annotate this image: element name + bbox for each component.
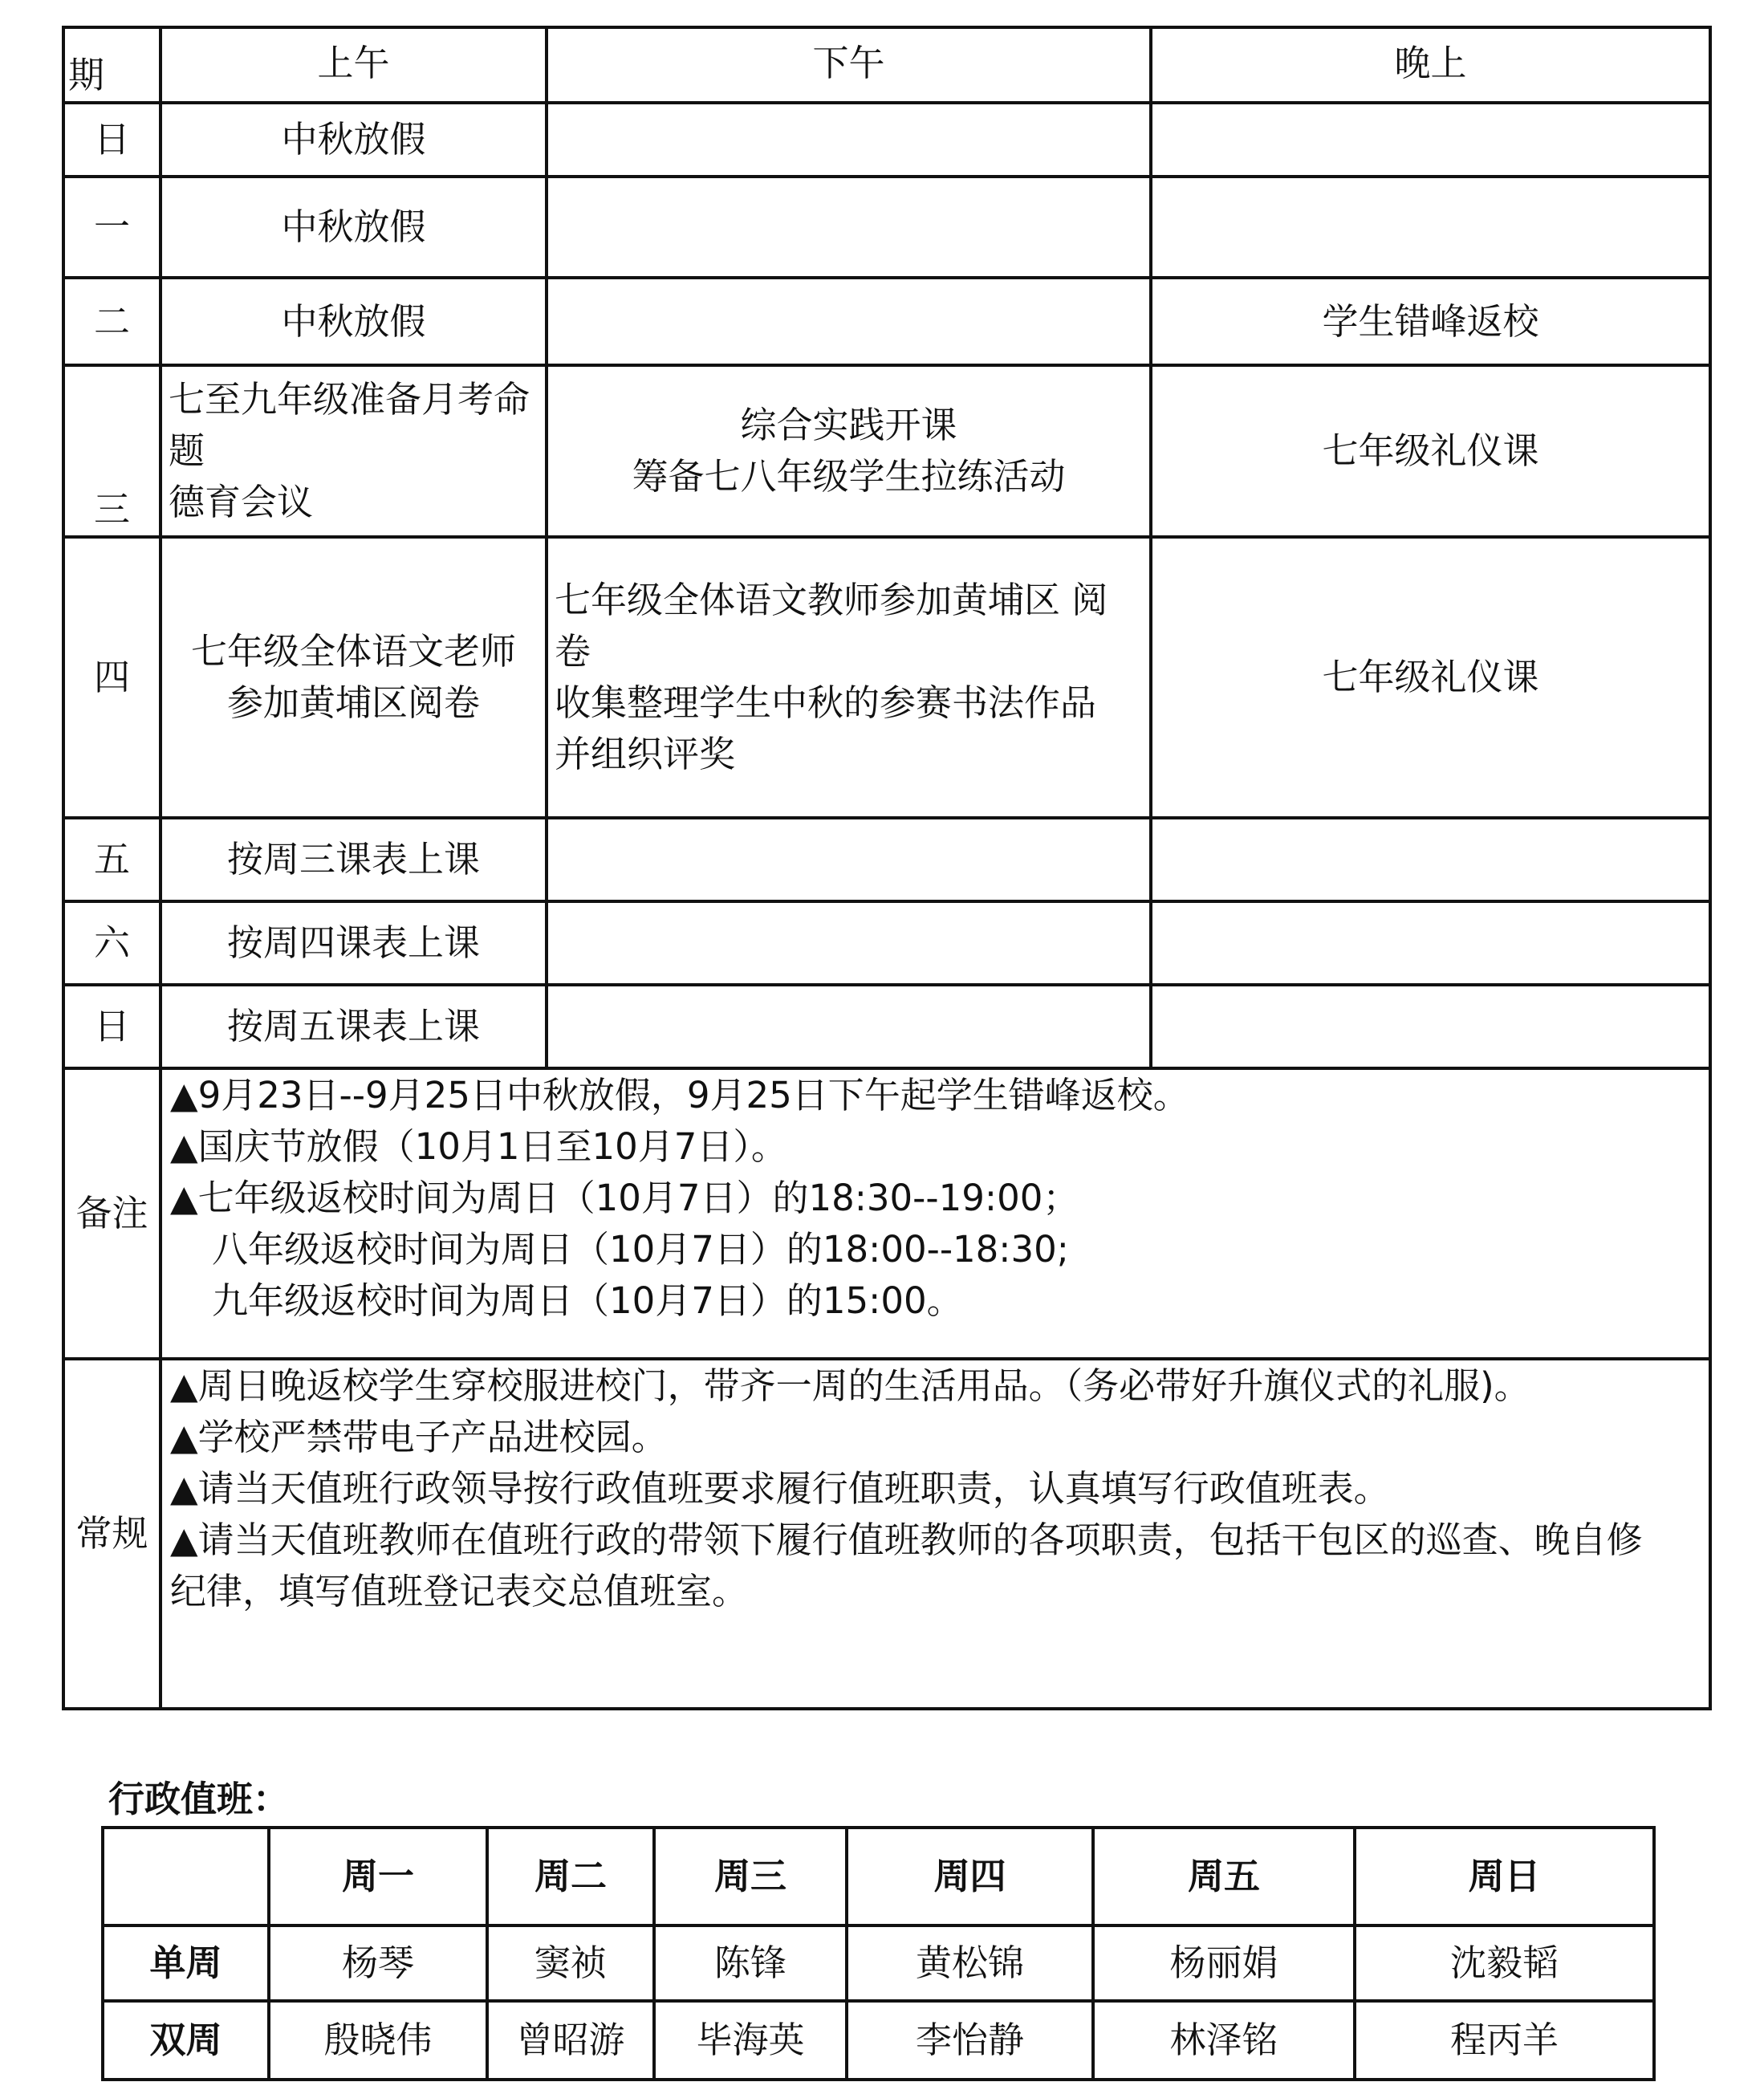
- schedule-row: [63, 365, 1710, 537]
- morning-line: 按周四课表上课: [226, 921, 480, 964]
- routine-content: [161, 1359, 1710, 1709]
- morning-cell: [161, 985, 547, 1068]
- duty-name-cell: 殷晓伟: [269, 2001, 487, 2080]
- duty-name-cell: 曾昭游: [487, 2001, 654, 2080]
- afternoon-cell: [547, 177, 1151, 278]
- routine-row: [63, 1359, 1710, 1709]
- morning-line: 按周三课表上课: [226, 838, 480, 880]
- morning-line: 中秋放假: [281, 118, 426, 161]
- schedule-header-row: [63, 27, 1710, 103]
- schedule-row: [63, 818, 1710, 901]
- day-cell: 日: [63, 103, 161, 177]
- afternoon-line: 卷: [555, 630, 591, 673]
- afternoon-line: 七年级全体语文教师参加黄埔区 阅: [555, 579, 1108, 621]
- remarks-label: 备注: [63, 1068, 161, 1359]
- schedule-row: [63, 985, 1710, 1068]
- duty-name-cell: 毕海英: [654, 2001, 847, 2080]
- evening-cell: [1151, 818, 1710, 901]
- duty-day-header: 周三: [654, 1828, 847, 1925]
- duty-week-label: 单周: [103, 1925, 269, 2001]
- morning-line: 中秋放假: [281, 205, 426, 248]
- schedule-row: [63, 537, 1710, 818]
- schedule-row: [63, 278, 1710, 365]
- duty-day-header: 周一: [269, 1828, 487, 1925]
- header-day: 期: [63, 27, 161, 103]
- remarks-line: ▲国庆节放假（10月1日至10月7日）。: [170, 1125, 787, 1168]
- afternoon-cell: [547, 537, 1151, 818]
- morning-line: 德育会议: [169, 481, 314, 523]
- duty-row: [103, 1925, 1654, 2001]
- morning-line: 按周五课表上课: [226, 1005, 480, 1047]
- morning-cell: [161, 818, 547, 901]
- afternoon-cell: [547, 985, 1151, 1068]
- afternoon-cell: [547, 901, 1151, 985]
- duty-name-cell: 沈毅韬: [1355, 1925, 1654, 2001]
- duty-name-cell: 杨琴: [269, 1925, 487, 2001]
- remarks-line: 八年级返校时间为周日（10月7日）的18:00--18:30;: [212, 1228, 1069, 1271]
- remarks-line: ▲七年级返校时间为周日（10月7日）的18:30--19:00；: [170, 1177, 1079, 1219]
- header-morning: 上午: [161, 27, 547, 103]
- header-afternoon: 下午: [547, 27, 1151, 103]
- evening-cell: [1151, 278, 1710, 365]
- duty-name-cell: 窦祯: [487, 1925, 654, 2001]
- day-cell: 一: [63, 177, 161, 278]
- duty-name-cell: 程丙羊: [1355, 2001, 1654, 2080]
- duty-name-cell: 李怡静: [847, 2001, 1093, 2080]
- duty-roster-table: [101, 1826, 1656, 2081]
- morning-cell: [161, 103, 547, 177]
- afternoon-line: 综合实践开课: [740, 404, 957, 446]
- afternoon-line: 筹备七八年级学生拉练活动: [632, 455, 1066, 498]
- evening-cell: [1151, 985, 1710, 1068]
- day-cell: 五: [63, 818, 161, 901]
- duty-corner-cell: [103, 1828, 269, 1925]
- evening-line: 七年级礼仪课: [1322, 656, 1539, 698]
- duty-header-row: [103, 1828, 1654, 1925]
- schedule-row: [63, 177, 1710, 278]
- routine-line: ▲学校严禁带电子产品进校园。: [170, 1416, 668, 1458]
- schedule-row: [63, 103, 1710, 177]
- duty-week-label: 双周: [103, 2001, 269, 2080]
- weekly-schedule-table: [62, 26, 1712, 1710]
- morning-line: 题: [169, 429, 205, 472]
- afternoon-cell: [547, 103, 1151, 177]
- morning-line: 参加黄埔区阅卷: [226, 681, 480, 724]
- remarks-line: 九年级返校时间为周日（10月7日）的15:00。: [212, 1279, 963, 1322]
- routine-line: ▲请当天值班行政领导按行政值班要求履行值班职责，认真填写行政值班表。: [170, 1467, 1390, 1510]
- morning-cell: [161, 177, 547, 278]
- remarks-row: [63, 1068, 1710, 1359]
- duty-day-header: 周日: [1355, 1828, 1654, 1925]
- duty-name-cell: 杨丽娟: [1093, 1925, 1355, 2001]
- duty-day-header: 周二: [487, 1828, 654, 1925]
- day-cell: 六: [63, 901, 161, 985]
- evening-cell: [1151, 177, 1710, 278]
- routine-line: 纪律，填写值班登记表交总值班室。: [170, 1570, 749, 1612]
- morning-cell: [161, 278, 547, 365]
- evening-cell: [1151, 901, 1710, 985]
- remarks-content: [161, 1068, 1710, 1359]
- duty-row: [103, 2001, 1654, 2080]
- day-cell: 二: [63, 278, 161, 365]
- duty-name-cell: 黄松锦: [847, 1925, 1093, 2001]
- evening-line: 七年级礼仪课: [1322, 429, 1539, 472]
- header-evening: 晚上: [1151, 27, 1710, 103]
- morning-cell: [161, 537, 547, 818]
- afternoon-line: 并组织评奖: [555, 733, 736, 775]
- remarks-line: ▲9月23日--9月25日中秋放假，9月25日下午起学生错峰返校。: [170, 1074, 1189, 1116]
- morning-cell: [161, 901, 547, 985]
- morning-line: 七年级全体语文老师: [190, 630, 516, 673]
- duty-name-cell: 林泽铭: [1093, 2001, 1355, 2080]
- afternoon-cell: [547, 365, 1151, 537]
- routine-line: ▲请当天值班教师在值班行政的带领下履行值班教师的各项职责，包括干包区的巡查、晚自修: [170, 1519, 1643, 1561]
- routine-label: 常规: [63, 1359, 161, 1709]
- afternoon-cell: [547, 818, 1151, 901]
- routine-line: ▲周日晚返校学生穿校服进校门，带齐一周的生活用品。（务必带好升旗仪式的礼服)。: [170, 1364, 1530, 1407]
- schedule-row: [63, 901, 1710, 985]
- evening-line: 学生错峰返校: [1322, 299, 1539, 343]
- day-cell: 三: [63, 365, 161, 537]
- afternoon-line: 收集整理学生中秋的参赛书法作品: [555, 681, 1097, 724]
- morning-line: 七至九年级准备月考命: [169, 378, 530, 421]
- duty-day-header: 周五: [1093, 1828, 1355, 1925]
- evening-cell: [1151, 103, 1710, 177]
- duty-name-cell: 陈锋: [654, 1925, 847, 2001]
- duty-roster-title: 行政值班：: [108, 1778, 290, 1820]
- morning-line: 中秋放假: [281, 299, 426, 343]
- duty-day-header: 周四: [847, 1828, 1093, 1925]
- evening-cell: [1151, 537, 1710, 818]
- day-cell: 四: [63, 537, 161, 818]
- afternoon-cell: [547, 278, 1151, 365]
- morning-cell: [161, 365, 547, 537]
- day-cell: 日: [63, 985, 161, 1068]
- evening-cell: [1151, 365, 1710, 537]
